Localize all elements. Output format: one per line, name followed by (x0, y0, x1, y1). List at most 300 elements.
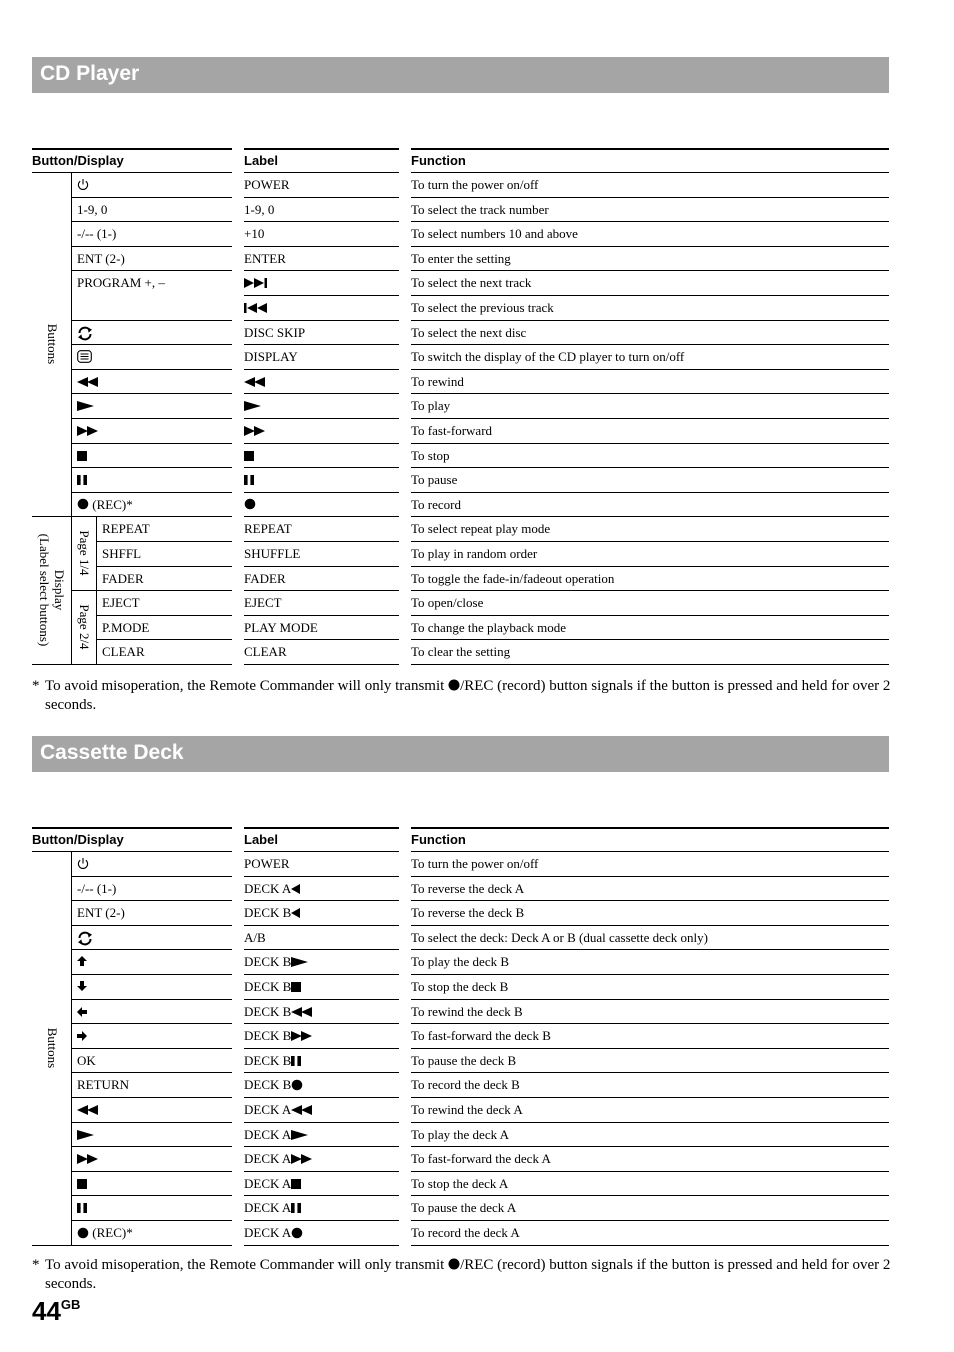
cd-player-section-bar (32, 57, 889, 93)
button-cell-text: ENT (2-) (77, 250, 125, 266)
label-cell-text: DECK B (244, 1003, 292, 1019)
button-cell (77, 980, 87, 995)
row-rule (411, 393, 889, 394)
label-cell-text: DECK B (244, 1052, 292, 1068)
function-cell-text: To switch the display of the CD player to turn on/off (411, 349, 685, 365)
function-cell (411, 547, 537, 561)
footnote-star: * (32, 678, 40, 694)
button-cell (77, 1078, 129, 1092)
row-rule (411, 1097, 889, 1098)
button-cell (77, 178, 89, 194)
row-rule (71, 1048, 232, 1049)
function-cell (411, 522, 550, 536)
record-icon (77, 1227, 89, 1242)
row-rule (411, 1171, 889, 1172)
rewind-icon (291, 1104, 313, 1118)
row-rule (71, 320, 232, 321)
group-divider (71, 851, 72, 1245)
button-cell (77, 375, 99, 390)
header-bottom-rule (411, 851, 889, 852)
label-cell-text: REPEAT (244, 521, 292, 537)
row-rule (71, 393, 232, 394)
label-cell (244, 1103, 313, 1118)
group-divider (71, 516, 72, 664)
header-rule (32, 827, 232, 829)
row-rule (244, 320, 399, 321)
row-rule (411, 197, 889, 198)
cassette-deck-section-bar (32, 736, 889, 772)
header-label: Label (244, 832, 278, 847)
play-icon (291, 956, 309, 970)
label-cell (244, 498, 256, 514)
function-cell-text: To fast-forward the deck A (411, 1151, 551, 1167)
label-cell-text: DECK B (244, 905, 292, 921)
row-rule (244, 974, 399, 975)
row-rule (411, 925, 889, 926)
function-cell (411, 857, 538, 871)
function-cell-text: To rewind the deck A (411, 1102, 523, 1117)
label-cell-text: DECK A (244, 1225, 292, 1240)
label-cell-text: DECK B (244, 954, 292, 970)
cd-player-title: CD Player (40, 62, 140, 85)
arrow-down-icon (77, 981, 87, 995)
stop-icon (291, 1178, 302, 1192)
row-rule (411, 590, 889, 591)
function-cell-text: To pause (411, 472, 458, 488)
group-label-buttons: Buttons (44, 1027, 60, 1069)
label-cell-text: SHUFFLE (244, 546, 301, 561)
row-rule (244, 664, 399, 665)
pause-icon (244, 474, 255, 488)
label-cell (244, 227, 264, 241)
label-cell-text: DECK B (244, 1077, 292, 1093)
row-rule (411, 639, 889, 640)
row-rule (71, 925, 232, 926)
function-cell-text: To select the previous track (411, 300, 554, 315)
button-cell (77, 203, 107, 217)
row-rule (411, 999, 889, 1000)
label-cell-text: DECK A (244, 1126, 292, 1142)
play-icon (77, 1129, 95, 1143)
function-cell-text: To select the track number (411, 201, 549, 217)
button-cell-text: CLEAR (102, 644, 145, 660)
label-cell (244, 621, 318, 635)
label-cell-text: DECK A (244, 1102, 292, 1117)
header-label: Label (244, 153, 278, 168)
row-rule (411, 246, 889, 247)
reverse-icon (291, 907, 301, 921)
power-icon (77, 857, 89, 873)
function-cell-text: To reverse the deck A (411, 880, 525, 896)
row-rule (71, 344, 232, 345)
function-cell-text: To change the playback mode (411, 619, 567, 635)
row-rule (244, 999, 399, 1000)
label-cell (244, 980, 302, 995)
function-cell-text: To turn the power on/off (411, 856, 539, 871)
label-cell (244, 596, 282, 610)
row-rule (411, 270, 889, 271)
stop-icon (77, 450, 88, 464)
row-rule (244, 900, 399, 901)
stop-icon (77, 1178, 88, 1192)
button-cell (77, 1226, 133, 1242)
row-rule (244, 1220, 399, 1221)
function-cell (411, 621, 566, 635)
label-cell-text: POWER (244, 177, 290, 192)
row-rule (411, 949, 889, 950)
button-cell (77, 882, 116, 896)
record-icon (448, 1257, 460, 1275)
button-cell (102, 572, 144, 586)
row-rule (71, 443, 232, 444)
row-rule (96, 590, 232, 591)
row-rule (71, 270, 232, 271)
header-rule (411, 148, 889, 150)
record-icon (244, 498, 256, 513)
header-rule (411, 827, 889, 829)
row-rule (244, 876, 399, 877)
label-cell-text: POWER (244, 856, 290, 871)
button-cell (77, 857, 89, 873)
row-rule (244, 418, 399, 419)
function-cell (411, 227, 578, 241)
function-cell (411, 326, 526, 340)
function-cell (411, 596, 483, 610)
record-icon (77, 498, 89, 513)
function-cell (411, 399, 450, 413)
row-rule (244, 443, 399, 444)
row-rule (32, 1245, 232, 1246)
function-cell (411, 473, 457, 487)
button-cell (77, 955, 87, 970)
label-cell (244, 178, 290, 192)
page-divider (96, 516, 97, 664)
row-rule (71, 1122, 232, 1123)
row-rule (244, 949, 399, 950)
label-cell-text: DECK A (244, 1151, 292, 1167)
button-cell (77, 1054, 96, 1068)
function-cell (411, 1152, 551, 1166)
button-cell (77, 424, 99, 439)
label-cell (244, 1201, 302, 1216)
label-cell (244, 350, 298, 364)
row-rule (244, 639, 399, 640)
button-cell (102, 596, 140, 610)
button-cell-text: -/-- (1-) (77, 880, 117, 896)
row-rule (244, 492, 399, 493)
cassette-footnote (32, 1256, 892, 1293)
label-cell (244, 203, 274, 217)
power-icon (77, 178, 89, 194)
row-rule (244, 925, 399, 926)
row-rule (244, 1023, 399, 1024)
page-number-suffix: GB (60, 1297, 81, 1312)
label-cell (244, 1177, 302, 1192)
label-cell (244, 1029, 313, 1044)
button-cell (102, 547, 141, 561)
cycle-icon (77, 931, 93, 949)
function-cell-text: To fast-forward (411, 423, 493, 438)
label-cell-text: EJECT (244, 595, 282, 611)
label-cell (244, 473, 255, 488)
header-button-display: Button/Display (32, 832, 124, 847)
function-cell-text: To pause the deck A (411, 1200, 517, 1216)
row-rule (244, 516, 399, 517)
function-cell-text: To reverse the deck B (411, 905, 525, 921)
button-cell (102, 522, 150, 536)
group-label-display: Display (Label select buttons) (36, 533, 67, 647)
button-cell-text: ENT (2-) (77, 905, 125, 921)
button-cell (102, 621, 149, 635)
record-icon (291, 1079, 303, 1094)
function-cell (411, 1029, 551, 1043)
function-cell-text: To play the deck A (411, 1126, 510, 1142)
row-rule (411, 1122, 889, 1123)
function-cell-text: To rewind the deck B (411, 1003, 523, 1019)
row-rule (411, 566, 889, 567)
row-rule (411, 876, 889, 877)
function-cell-text: To select numbers 10 and above (411, 226, 578, 242)
button-cell (77, 227, 116, 241)
button-cell-text: -/-- (1-) (77, 226, 117, 242)
row-rule (244, 467, 399, 468)
function-cell (411, 906, 524, 920)
label-cell (244, 424, 266, 439)
label-cell-text: DISC SKIP (244, 324, 306, 340)
row-rule (244, 1146, 399, 1147)
pause-icon (77, 1202, 88, 1216)
function-cell-text: To select the deck: Deck A or B (dual cassette deck only) (411, 929, 708, 945)
function-cell-text: To turn the power on/off (411, 177, 539, 192)
row-rule (71, 974, 232, 975)
function-cell-text: To record the deck B (411, 1077, 520, 1093)
label-cell (244, 1054, 302, 1069)
function-cell (411, 931, 708, 945)
function-cell (411, 1078, 520, 1092)
function-cell (411, 301, 554, 315)
button-cell-text: PROGRAM +, – (77, 275, 165, 291)
function-cell-text: To play in random order (411, 546, 538, 561)
function-cell-text: To select repeat play mode (411, 521, 551, 537)
row-rule (244, 1097, 399, 1098)
row-rule (411, 664, 889, 665)
row-rule (244, 197, 399, 198)
rewind-icon (77, 1104, 99, 1118)
label-cell-text: DECK B (244, 1028, 292, 1044)
header-button-display: Button/Display (32, 153, 124, 168)
function-cell-text: To stop the deck A (411, 1175, 509, 1191)
header-rule (32, 148, 232, 150)
rewind-icon (77, 376, 99, 390)
pause-icon (291, 1202, 302, 1216)
arrow-left-icon (77, 1006, 88, 1020)
row-rule (411, 900, 889, 901)
function-cell-text: To open/close (411, 595, 484, 611)
function-cell (411, 252, 511, 266)
function-cell (411, 1226, 520, 1240)
function-cell (411, 1054, 516, 1068)
header-rule (244, 827, 399, 829)
label-cell (244, 1078, 303, 1094)
function-cell (411, 424, 492, 438)
label-cell (244, 522, 292, 536)
row-rule (411, 516, 889, 517)
button-cell (77, 1128, 95, 1143)
row-rule (71, 1195, 232, 1196)
reverse-icon (291, 883, 301, 897)
footnote-text-after: /REC (record) button signals if the button is pressed and held for over 2 seconds. (45, 1257, 891, 1292)
row-rule (71, 492, 232, 493)
function-cell-text: To toggle the fade-in/fadeout operation (411, 570, 615, 586)
label-cell (244, 1226, 303, 1242)
footnote-text-before: To avoid misoperation, the Remote Commander will only transmit (45, 1257, 449, 1273)
button-cell (77, 498, 133, 514)
row-rule (244, 590, 399, 591)
function-cell-text: To play the deck B (411, 954, 510, 970)
row-rule (71, 999, 232, 1000)
button-cell-text: (REC)* (89, 1225, 133, 1240)
row-rule (71, 876, 232, 877)
function-cell (411, 1103, 523, 1117)
row-rule (244, 1171, 399, 1172)
row-rule (96, 639, 232, 640)
button-cell (77, 399, 95, 414)
button-cell (77, 252, 125, 266)
label-cell-text: DISPLAY (244, 349, 298, 365)
row-rule (71, 246, 232, 247)
function-cell-text: To stop (411, 447, 450, 463)
row-rule (244, 1072, 399, 1073)
table-bottom-rule (32, 664, 96, 665)
label-cell (244, 572, 286, 586)
function-cell (411, 276, 531, 290)
row-rule (411, 344, 889, 345)
function-cell (411, 375, 464, 389)
label-cell-text: +10 (244, 226, 265, 242)
function-cell (411, 178, 538, 192)
row-rule (96, 615, 232, 616)
next-track-icon (244, 277, 269, 291)
label-cell-text: DECK A (244, 880, 292, 896)
button-cell-text: RETURN (77, 1077, 129, 1093)
button-cell (77, 276, 165, 290)
label-cell (244, 645, 287, 659)
label-cell (244, 857, 290, 871)
button-cell (77, 1103, 99, 1118)
button-cell-text: EJECT (102, 595, 140, 611)
button-cell (77, 1177, 88, 1192)
header-rule (244, 148, 399, 150)
play-icon (291, 1129, 309, 1143)
row-rule (244, 246, 399, 247)
row-rule (244, 393, 399, 394)
label-cell (244, 1152, 313, 1167)
row-rule (71, 197, 232, 198)
function-cell-text: To fast-forward the deck B (411, 1028, 551, 1044)
row-rule (411, 1245, 889, 1246)
function-cell-text: To clear the setting (411, 644, 511, 660)
row-rule (244, 541, 399, 542)
row-rule (71, 1146, 232, 1147)
row-rule (411, 320, 889, 321)
function-cell (411, 350, 684, 364)
button-cell (77, 931, 93, 949)
function-cell (411, 1201, 516, 1215)
function-cell-text: To select the next disc (411, 324, 527, 340)
label-cell (244, 375, 266, 390)
row-rule (244, 1245, 399, 1246)
pause-icon (77, 474, 88, 488)
label-cell (244, 449, 255, 464)
label-cell (244, 1128, 309, 1143)
button-cell-text: 1-9, 0 (77, 201, 108, 217)
row-rule (411, 1072, 889, 1073)
row-rule (71, 467, 232, 468)
header-function: Function (411, 832, 466, 847)
record-icon (291, 1227, 303, 1242)
row-rule (244, 1048, 399, 1049)
row-rule (71, 900, 232, 901)
function-cell (411, 645, 510, 659)
function-cell (411, 449, 449, 463)
button-cell (77, 473, 88, 488)
row-rule (411, 541, 889, 542)
label-cell (244, 955, 309, 970)
label-cell-text: DECK A (244, 1200, 292, 1216)
cycle-icon (77, 326, 93, 344)
record-icon (448, 678, 460, 696)
fast-forward-icon (77, 1153, 99, 1167)
button-cell-text: SHFFL (102, 546, 142, 561)
row-rule (411, 1220, 889, 1221)
row-rule (244, 295, 399, 296)
page-1-label: Page 1/4 (76, 530, 92, 576)
row-rule (71, 1023, 232, 1024)
row-rule (71, 1220, 232, 1221)
label-cell-text: FADER (244, 570, 286, 586)
play-icon (77, 400, 95, 414)
row-rule (411, 974, 889, 975)
button-cell (77, 326, 93, 344)
label-cell (244, 906, 301, 921)
label-cell (244, 326, 305, 340)
button-cell-text: REPEAT (102, 521, 150, 537)
row-rule (411, 1048, 889, 1049)
previous-track-icon (244, 302, 269, 316)
function-cell-text: To play (411, 398, 451, 414)
footnote-text-before: To avoid misoperation, the Remote Commander will only transmit (45, 678, 449, 694)
function-cell-text: To pause the deck B (411, 1052, 517, 1068)
function-cell (411, 955, 509, 969)
label-cell-text: 1-9, 0 (244, 201, 275, 217)
row-rule (411, 443, 889, 444)
header-bottom-rule (32, 851, 232, 852)
arrow-up-icon (77, 956, 87, 970)
label-cell-text: PLAY MODE (244, 619, 318, 635)
label-cell-text: CLEAR (244, 644, 287, 660)
row-rule (96, 566, 232, 567)
pause-icon (291, 1055, 302, 1069)
page-2-label: Page 2/4 (76, 604, 92, 650)
row-rule (244, 270, 399, 271)
header-bottom-rule (244, 851, 399, 852)
label-cell-text: DECK B (244, 979, 292, 994)
label-cell (244, 252, 286, 266)
row-rule (71, 1097, 232, 1098)
row-rule (411, 295, 889, 296)
row-rule (71, 949, 232, 950)
header-bottom-rule (32, 172, 232, 173)
